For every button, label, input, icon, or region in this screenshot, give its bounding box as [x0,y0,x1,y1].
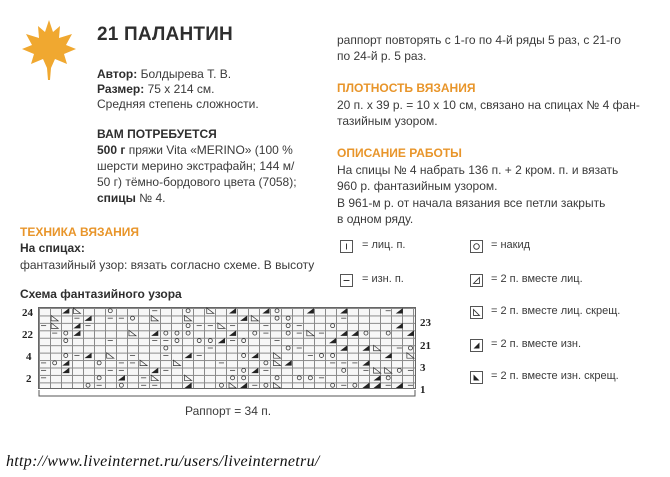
chart-title: Схема фантазийного узора [20,287,182,301]
repeat-text-1: раппорт повторять с 1-го по 4-й ряды 5 раз, с 21-го [337,33,621,47]
chart-row-label-right-3: 3 [420,362,426,374]
decrease-mark [340,345,347,350]
decrease-mark [340,308,347,313]
decrease-mark [173,360,180,365]
chart-row-label-right-4: 1 [420,384,426,396]
chart-row-label-left-2: 22 [22,329,33,341]
yarn-over-mark [86,383,90,387]
materials-line-1: 500 г пряжи Vita «MERINO» (100 % [97,143,293,157]
triangle-filled-left-icon [470,371,483,384]
decrease-mark [374,368,381,373]
decrease-mark [207,308,214,313]
decrease-mark [229,308,236,313]
decrease-mark [251,315,258,320]
materials-line-2: шерсти мерино экстрафайн; 144 м/ [97,159,295,173]
yarn-over-mark [53,361,57,365]
decrease-mark [140,360,147,365]
size-line: Размер: 75 х 214 см. [97,82,215,96]
decrease-mark [273,360,280,365]
decrease-mark [396,308,403,313]
decrease-mark [374,383,381,388]
yarn-over-mark [242,368,246,372]
decrease-mark [185,315,192,320]
decrease-mark [362,383,369,388]
work-text-1: На спицы № 4 набрать 136 п. + 2 кром. п. и вязать [337,163,619,177]
yarn-over-mark [264,383,268,387]
decrease-mark [84,315,91,320]
repeat-bracket [38,390,416,402]
circle-icon [470,240,483,253]
triangle-filled-right-icon [470,339,483,352]
yarn-over-mark [286,346,290,350]
chart-row-label-left-4: 2 [26,373,32,385]
decrease-mark [407,353,414,358]
yarn-over-mark [308,376,312,380]
decrease-mark [129,330,136,335]
decrease-mark [118,375,125,380]
knitting-chart-symbols [38,307,416,389]
decrease-mark [262,308,269,313]
decrease-mark [151,330,158,335]
materials-line-4: спицы № 4. [97,191,166,205]
decrease-mark [307,308,314,313]
maple-leaf-icon [20,18,78,80]
difficulty-text: Средняя степень сложности. [97,97,259,111]
yarn-over-mark [397,368,401,372]
yarn-over-mark [331,383,335,387]
yarn-over-mark [131,316,135,320]
decrease-mark [185,383,192,388]
technique-header: ТЕХНИКА ВЯЗАНИЯ [20,225,140,239]
density-text-2: тазийным узором. [337,114,438,128]
work-text-3: В 961-м р. от начала вязания все петли закрыть [337,196,606,210]
yarn-over-mark [197,339,201,343]
yarn-over-mark [275,316,279,320]
yarn-over-mark [264,361,268,365]
decrease-mark [396,383,403,388]
decrease-mark [251,368,258,373]
yarn-over-mark [297,376,301,380]
decrease-mark [340,330,347,335]
yarn-over-mark [208,339,212,343]
decrease-mark [385,353,392,358]
yarn-over-mark [386,376,390,380]
work-text-2: 960 р. фантазийным узором. [337,179,498,193]
author-line: Автор: Болдырева Т. В. [97,67,232,81]
yarn-over-mark [97,376,101,380]
decrease-mark [218,338,225,343]
decrease-mark [285,360,292,365]
yarn-over-mark [408,346,412,350]
yarn-over-mark [331,324,335,328]
yarn-over-mark [219,383,223,387]
yarn-over-mark [186,309,190,313]
yarn-over-mark [186,331,190,335]
decrease-mark [51,323,58,328]
decrease-mark [374,345,381,350]
chart-row-label-right-1: 23 [420,317,431,329]
chart-row-label-left-3: 4 [26,351,32,363]
horizontal-bar-icon [340,274,353,287]
technique-text: фантазийный узор: вязать согласно схеме. В высоту [20,258,315,272]
yarn-over-mark [342,368,346,372]
decrease-mark [351,330,358,335]
yarn-over-mark [97,361,101,365]
decrease-mark [62,368,69,373]
decrease-mark [62,360,69,365]
decrease-mark [62,308,69,313]
yarn-over-mark [364,331,368,335]
yarn-over-mark [286,316,290,320]
yarn-over-mark [186,324,190,328]
decrease-mark [362,360,369,365]
triangle-outline-left-icon [470,306,483,319]
yarn-over-mark [242,353,246,357]
yarn-over-mark [231,376,235,380]
decrease-mark [73,323,80,328]
repeat-label: Раппорт = 34 п. [185,404,272,418]
decrease-mark [151,375,158,380]
materials-header: ВАМ ПОТРЕБУЕТСЯ [97,127,217,141]
yarn-over-mark [64,339,68,343]
density-header: ПЛОТНОСТЬ ВЯЗАНИЯ [337,81,476,95]
decrease-mark [307,330,314,335]
decrease-mark [385,368,392,373]
decrease-mark [240,315,247,320]
decrease-mark [73,308,80,313]
decrease-mark [240,383,247,388]
page-title: 21 ПАЛАНТИН [97,24,233,45]
decrease-mark [273,383,280,388]
yarn-over-mark [253,331,257,335]
yarn-over-mark [242,339,246,343]
decrease-mark [51,315,58,320]
decrease-mark [185,353,192,358]
yarn-over-mark [164,346,168,350]
work-header: ОПИСАНИЕ РАБОТЫ [337,146,462,160]
yarn-over-mark [353,383,357,387]
vertical-bar-icon [340,240,353,253]
decrease-mark [84,353,91,358]
yarn-over-mark [64,353,68,357]
decrease-mark [229,330,236,335]
yarn-over-mark [175,339,179,343]
materials-line-3: 50 г) тёмно-бордового цвета (7058); [97,175,297,189]
decrease-mark [151,315,158,320]
decrease-mark [407,330,414,335]
yarn-over-mark [286,331,290,335]
yarn-over-mark [64,331,68,335]
yarn-over-mark [286,324,290,328]
yarn-over-mark [386,331,390,335]
decrease-mark [329,338,336,343]
yarn-over-mark [175,331,179,335]
yarn-over-mark [275,376,279,380]
yarn-over-mark [320,353,324,357]
decrease-mark [218,323,225,328]
technique-subheader: На спицах: [20,241,85,255]
decrease-mark [73,330,80,335]
decrease-mark [107,353,114,358]
decrease-mark [251,353,258,358]
decrease-mark [151,368,158,373]
decrease-mark [273,353,280,358]
triangle-outline-right-icon [470,274,483,287]
work-text-4: в одном ряду. [337,212,414,226]
decrease-mark [185,375,192,380]
source-url: http://www.liveinternet.ru/users/liveinternetru/ [6,453,320,470]
decrease-mark [229,383,236,388]
decrease-mark [396,323,403,328]
repeat-text-2: по 24-й р. 5 раз. [337,49,427,63]
yarn-over-mark [119,383,123,387]
decrease-mark [374,375,381,380]
yarn-over-mark [331,353,335,357]
yarn-over-mark [242,376,246,380]
chart-row-label-left-1: 24 [22,307,33,319]
yarn-over-mark [164,331,168,335]
decrease-mark [362,345,369,350]
yarn-over-mark [108,309,112,313]
yarn-over-mark [275,309,279,313]
density-text-1: 20 п. х 39 р. = 10 х 10 см, связано на спицах № 4 фан- [337,98,640,112]
chart-row-label-right-2: 21 [420,340,431,352]
